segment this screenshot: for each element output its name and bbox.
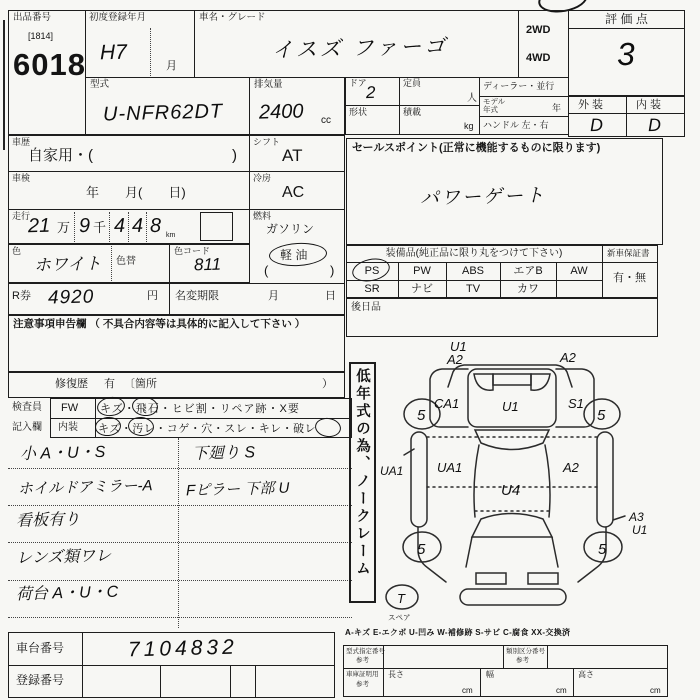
mileage-d5: 8	[149, 214, 162, 238]
note-line: Fピラー 下部 U	[185, 479, 290, 500]
mileage-d4: 4	[131, 214, 144, 238]
divider	[8, 468, 352, 469]
divider	[8, 505, 352, 506]
drive-4wd: 4WD	[526, 52, 551, 64]
divider	[160, 665, 161, 698]
mark: A3	[629, 510, 644, 524]
divider	[573, 668, 574, 697]
handle-label: ハンドル 左・右	[483, 120, 549, 130]
note-line: レンズ類ワレ	[15, 547, 112, 568]
divider	[602, 245, 603, 298]
mark: A2	[563, 460, 579, 475]
fuel-paren-close: )	[330, 263, 335, 278]
garage-label: 車庫証明用	[346, 671, 379, 678]
equip-item: ABS	[461, 265, 484, 277]
repair-close: ）	[322, 378, 333, 390]
score-value: 3	[616, 35, 636, 73]
cm-label: cm	[650, 686, 661, 695]
damage-diagram	[380, 335, 692, 635]
annotation-tick	[404, 449, 414, 455]
rticket-value: 4920	[47, 286, 95, 309]
divider	[503, 645, 504, 668]
mileage-sen: 千	[93, 220, 107, 235]
mark: T	[397, 591, 405, 606]
color-label: 色	[12, 246, 22, 256]
history-value: 自家用・(	[28, 147, 93, 164]
car-name-value: イスズ ファーゴ	[271, 34, 449, 63]
displacement-value: 2400	[258, 100, 304, 124]
inspection-value: 年 月( 日)	[86, 185, 186, 200]
mark: A2	[447, 352, 463, 367]
inspector-row2-items: キズ・汚レ・コゲ・穴・スレ・キレ・破レ	[98, 423, 317, 435]
mileage-d3: 4	[113, 214, 126, 238]
inspection-label: 車検	[12, 173, 31, 183]
history-close: )	[232, 147, 237, 164]
divider	[146, 212, 147, 242]
mark: 5	[417, 407, 426, 424]
ac-value: AC	[282, 184, 305, 201]
exterior-value: D	[589, 114, 604, 136]
type-no-label: 型式指定番号	[346, 648, 385, 655]
rear-deck-left	[466, 537, 472, 567]
divider	[8, 542, 352, 543]
first-registration-value: H7	[99, 40, 128, 65]
mark: U1	[502, 399, 519, 414]
spare-label: スペア	[388, 613, 411, 622]
note-line: 荷台 A・U・C	[15, 583, 119, 604]
month-suffix: 月	[166, 60, 177, 72]
equipment-header: 装備品(純正品に限り丸をつけて下さい)	[385, 248, 563, 259]
exterior-label: 外 装	[578, 99, 604, 111]
later-items-cell	[346, 298, 658, 337]
windshield-left	[474, 374, 493, 390]
capacity-unit: 人	[467, 93, 477, 104]
color-change-label: 色替	[116, 256, 136, 267]
fuel-diesel: 軽 油	[280, 248, 308, 262]
class-no-label: 類別区分番号	[506, 648, 545, 655]
divider	[479, 116, 569, 117]
inspector-row2-key: 内装	[58, 422, 78, 433]
model-year-label2: 年式	[483, 105, 498, 114]
mark: UA1	[437, 460, 463, 475]
inspector-row1-key: FW	[61, 402, 79, 414]
divider	[568, 28, 685, 29]
yen-label: 円	[147, 290, 158, 302]
divider	[346, 280, 602, 281]
mark: U1	[450, 339, 467, 354]
divider	[82, 632, 83, 698]
mileage-extra-box	[200, 212, 233, 241]
year-suffix: 年	[552, 103, 562, 113]
height-label: 高さ	[578, 670, 594, 679]
interior-label: 内 装	[636, 99, 662, 111]
mark: A2	[560, 350, 576, 365]
sales-point-label: セールスポイント(正常に機能するものに限ります)	[352, 142, 601, 154]
mark: 5	[597, 407, 606, 424]
model-year-label: モデル	[483, 97, 506, 106]
mark: CA1	[434, 396, 460, 411]
divider	[109, 212, 110, 242]
fuel-paren-open: (	[264, 263, 269, 278]
divider	[128, 212, 129, 242]
equip-item: TV	[465, 283, 481, 295]
mileage-unit: km	[166, 232, 176, 239]
ref-label: 参考	[356, 681, 369, 688]
inspector-col1: 検査員	[12, 402, 42, 413]
warranty-label: 新車保証書	[607, 248, 650, 258]
inspector-row1-items: キズ・飛石・ヒビ割・リペア跡・X要	[100, 403, 300, 415]
load-label: 積載	[403, 107, 422, 117]
ac-label: 冷房	[253, 173, 272, 183]
score-label: 評 価 点	[605, 12, 648, 26]
ref-label: 参考	[516, 657, 529, 664]
divider	[74, 212, 75, 242]
mileage-label: 走行	[12, 211, 31, 221]
warranty-value: 有・無	[613, 272, 646, 284]
color-code-value: 811	[193, 254, 222, 275]
windshield-center	[493, 374, 531, 385]
scan-edge-artifact	[3, 20, 5, 150]
divider	[547, 645, 548, 668]
divider	[178, 438, 179, 628]
cm-label: cm	[462, 686, 473, 695]
repair-location: 〔箇所	[124, 378, 157, 390]
displacement-label: 排気量	[254, 79, 283, 90]
vertical-note-text: 低年式の為、ノークレーム	[354, 368, 370, 578]
divider	[480, 668, 481, 697]
equip-item: カワ	[517, 283, 539, 295]
lot-label: 出品番号	[13, 12, 52, 23]
bed-edge-right	[545, 445, 550, 517]
width-label: 幅	[486, 670, 494, 679]
door-value: 2	[365, 82, 376, 103]
equip-item: エアB	[513, 265, 543, 277]
length-label: 長さ	[388, 670, 404, 679]
equip-item: PW	[413, 265, 431, 277]
inspector-col2: 記入欄	[12, 422, 42, 433]
equip-item: AW	[570, 265, 588, 277]
mark: 5	[417, 541, 426, 558]
note-line: 看板有り	[15, 511, 81, 530]
fuel-gasoline: ガソリン	[266, 222, 315, 236]
mark: U4	[501, 482, 521, 499]
mark: S1	[568, 396, 584, 411]
later-items-label: 後日品	[351, 302, 381, 313]
history-label: 車歴	[12, 137, 31, 147]
divider	[230, 665, 231, 698]
shape-label: 形状	[349, 107, 368, 117]
note-line: 小 A・U・S	[19, 443, 106, 464]
divider	[626, 96, 627, 137]
tail-lamp-left	[476, 573, 506, 584]
name-change-label: 名変期限	[175, 290, 219, 302]
displacement-unit: cc	[321, 115, 331, 126]
car-name-label: 車名・グレード	[199, 12, 266, 23]
model-value: U-NFR62DT	[102, 100, 224, 126]
month-label: 月	[268, 290, 279, 302]
mark: UA1	[380, 464, 404, 478]
chassis-value: 7104832	[127, 635, 239, 662]
drive-2wd: 2WD	[526, 24, 551, 36]
divider	[346, 262, 658, 263]
vertical-note-box	[349, 362, 376, 603]
side-rail-left	[411, 432, 427, 527]
ref-label: 参考	[356, 657, 369, 664]
capacity-label: 定員	[403, 78, 422, 88]
shift-label: シフト	[253, 137, 281, 147]
divider	[343, 668, 668, 669]
note-line: ホイルドアミラー-A	[17, 477, 153, 498]
rear-bumper	[460, 589, 566, 605]
color-value: ホワイト	[33, 254, 102, 275]
divider	[111, 246, 112, 281]
first-registration-label: 初度登録年月	[89, 12, 147, 23]
bed-edge-left	[474, 445, 479, 517]
divider	[8, 580, 352, 581]
equip-item: PS	[364, 265, 380, 277]
notes-declaration-label: 注意事項申告欄 （ 不具合内容等は具体的に記入して下さい ）	[13, 318, 306, 330]
note-line: 下廻り S	[191, 444, 256, 463]
divider	[568, 113, 685, 114]
cab-outline	[468, 369, 556, 427]
drive-cell	[518, 10, 569, 78]
dealer-label: ディーラー・並行	[483, 81, 555, 91]
mark: U1	[632, 523, 648, 537]
color-code-label: 色コード	[174, 246, 211, 256]
mileage-man: 万	[57, 220, 71, 235]
interior-value: D	[647, 114, 662, 136]
mileage-d1: 21	[27, 214, 51, 238]
chassis-label: 車台番号	[16, 641, 65, 655]
lot-ref: [1814]	[28, 31, 54, 41]
tail-lamp-right	[528, 573, 558, 584]
mark: 5	[598, 541, 607, 558]
model-label: 型式	[90, 79, 110, 90]
divider	[255, 665, 256, 698]
repair-label: 修復歴	[55, 378, 88, 390]
cab-back	[475, 430, 549, 450]
lot-number: 6018	[13, 47, 86, 82]
divider	[50, 418, 352, 419]
annotation-tick	[613, 516, 625, 520]
registration-label: 登録番号	[16, 673, 65, 687]
rticket-label: R券	[12, 290, 31, 302]
sales-point-value: パワーゲート	[419, 185, 547, 210]
windshield-right	[531, 374, 550, 390]
damage-legend: A-キズ E-エクボ U-凹み W-補修跡 S-サビ C-腐食 XX-交換済	[345, 628, 571, 637]
door-label: ドア	[349, 78, 367, 88]
cm-label: cm	[556, 686, 567, 695]
rear-window	[472, 514, 552, 538]
side-rail-right	[597, 432, 613, 527]
divider	[150, 28, 151, 76]
load-unit: kg	[464, 121, 474, 131]
mileage-d2: 9	[78, 214, 91, 238]
repair-value: 有	[104, 378, 115, 390]
divider	[8, 617, 352, 618]
day-label: 日	[325, 290, 336, 302]
shift-value: AT	[282, 146, 303, 165]
rear-deck-right	[552, 537, 558, 567]
equip-item: ナビ	[411, 283, 433, 295]
fuel-label: 燃料	[253, 211, 272, 221]
divider	[8, 665, 335, 666]
equip-item: SR	[364, 283, 380, 295]
